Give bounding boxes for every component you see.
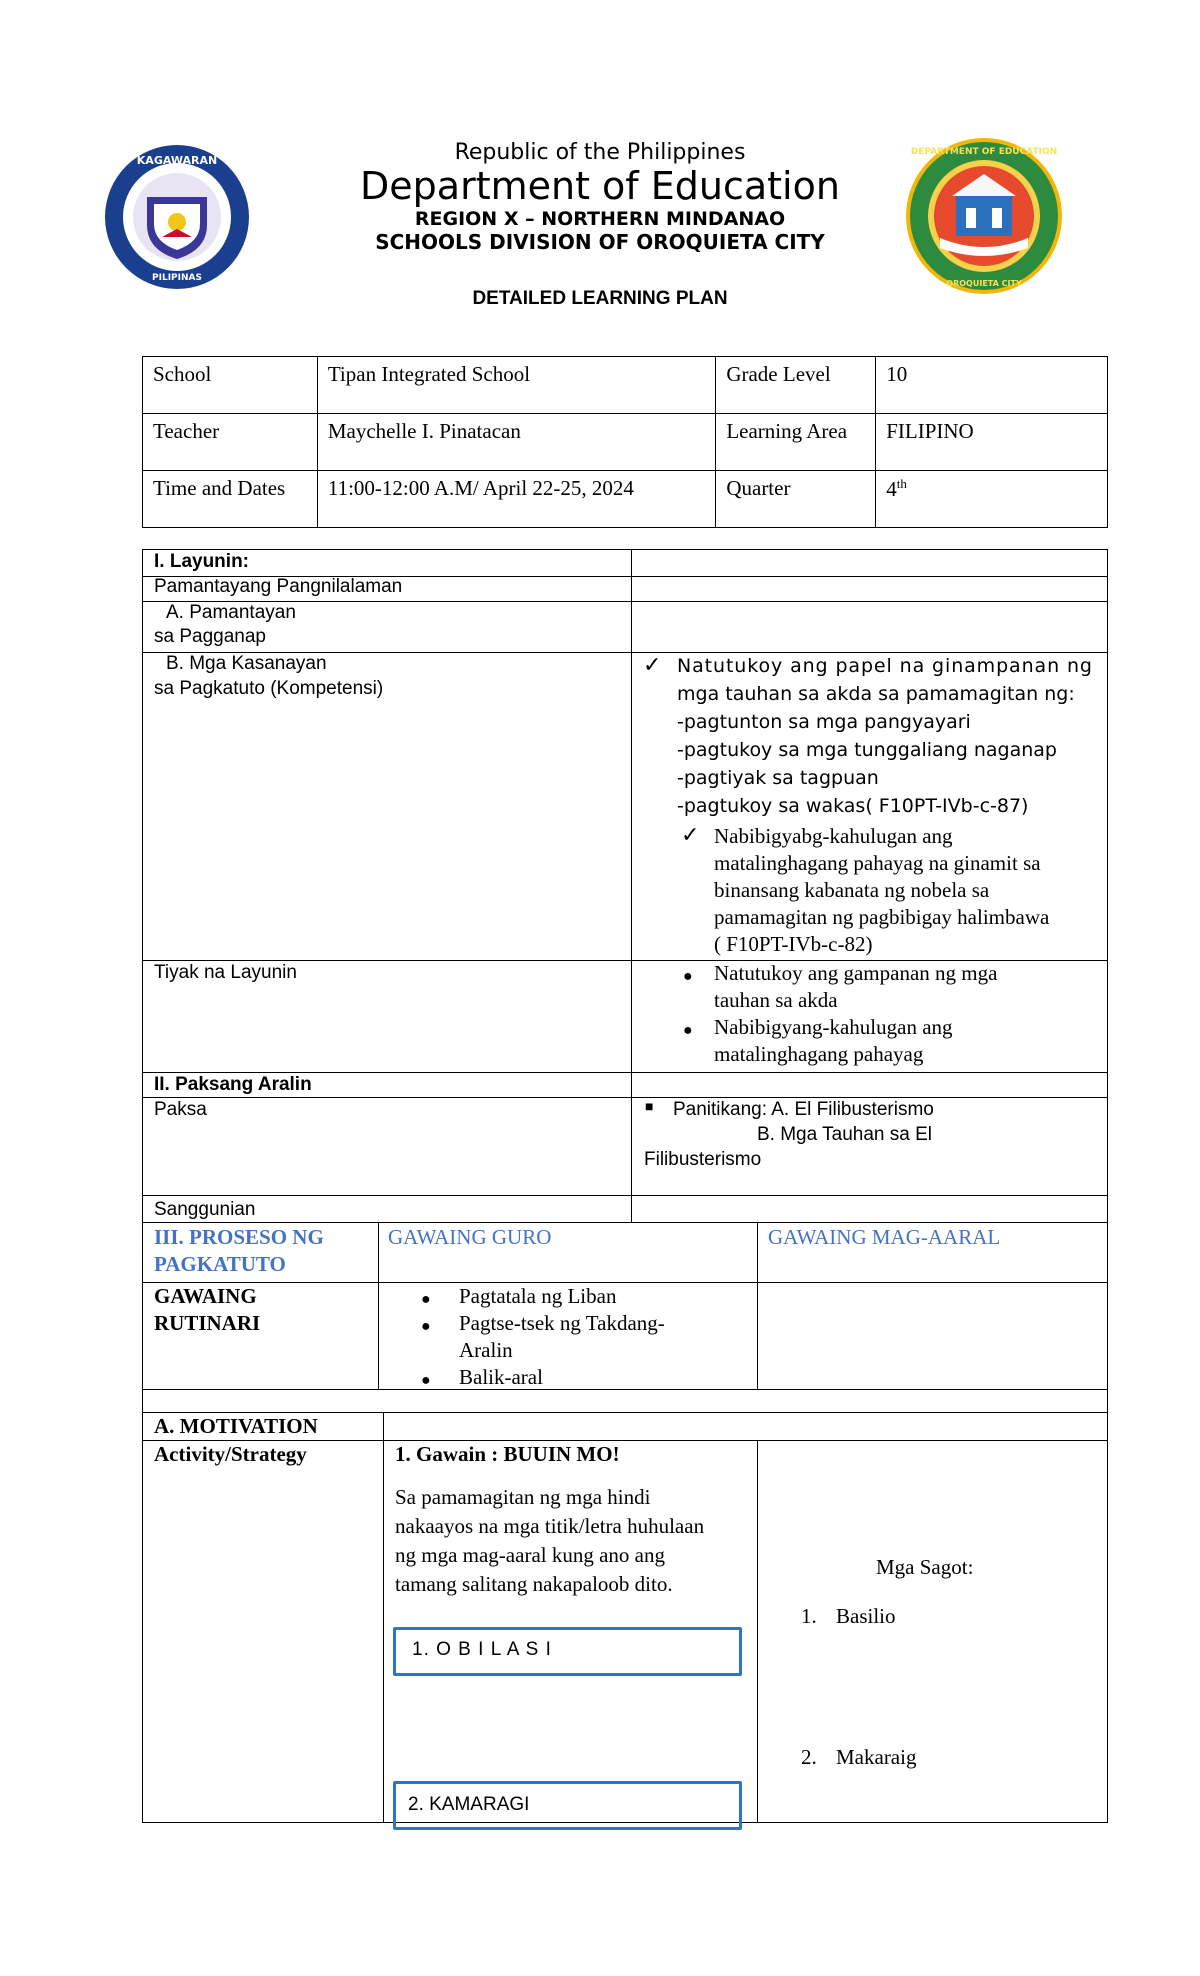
- quarter-label: Quarter: [716, 471, 876, 528]
- proseso-heading-line2: PAGKATUTO: [154, 1252, 286, 1276]
- header-division: SCHOOLS DIVISION OF OROQUIETA CITY: [375, 230, 825, 254]
- competency-2-line: ( F10PT-IVb-c-82): [714, 932, 873, 956]
- pagganap-label-a: A. Pamantayan: [166, 602, 296, 623]
- header-department: Department of Education: [360, 164, 840, 208]
- motivation-heading: A. MOTIVATION: [154, 1414, 318, 1438]
- header-region: REGION X – NORTHERN MINDANAO: [414, 208, 786, 230]
- puzzle-2-text: 2. KAMARAGI: [408, 1794, 530, 1815]
- quarter-value: [876, 471, 1108, 528]
- header-republic: Republic of the Philippines: [454, 140, 746, 165]
- proseso-heading-line1: III. PROSESO NG: [154, 1225, 324, 1249]
- area-value: FILIPINO: [876, 414, 1108, 471]
- bullet-icon: ●: [683, 1022, 693, 1039]
- activity-label: Activity/Strategy: [154, 1442, 307, 1466]
- rutinari-item: Pagtatala ng Liban: [459, 1284, 617, 1308]
- bullet-icon: ●: [421, 1372, 431, 1389]
- paksa-heading: II. Paksang Aralin: [154, 1074, 312, 1095]
- plan-title: DETAILED LEARNING PLAN: [472, 288, 728, 309]
- gawain-title: 1. Gawain : BUUIN MO!: [395, 1442, 620, 1466]
- layunin-heading: I. Layunin:: [154, 551, 249, 572]
- instruction-line: nakaayos na mga titik/letra huhulaan: [395, 1514, 705, 1538]
- magaaral-heading: GAWAING MAG-AARAL: [768, 1225, 1001, 1249]
- svg-text:OROQUIETA CITY: OROQUIETA CITY: [946, 279, 1022, 288]
- competency-2-line: binansang kabanata ng nobela sa: [714, 878, 990, 902]
- competency-1-line: -pagtiyak sa tagpuan: [677, 767, 879, 789]
- paksa-label: Paksa: [154, 1099, 207, 1120]
- bullet-icon: ●: [421, 1318, 431, 1335]
- puzzle-box-1: [393, 1627, 742, 1676]
- table-row: [143, 357, 1108, 414]
- grade-label: Grade Level: [716, 357, 876, 414]
- answers-heading: Mga Sagot:: [876, 1555, 974, 1579]
- paksa-value-line: Panitikang: A. El Filibusterismo: [673, 1099, 934, 1120]
- bullet-icon: ●: [683, 968, 693, 985]
- tiyak-2-line: Nabibigyang-kahulugan ang: [714, 1015, 953, 1039]
- instruction-line: Sa pamamagitan ng mga hindi: [395, 1485, 651, 1509]
- pamantayang-label: Pamantayang Pangnilalaman: [154, 576, 403, 597]
- bullet-icon: ●: [421, 1291, 431, 1308]
- grade-value: 10: [876, 357, 1108, 414]
- tiyak-1-line: tauhan sa akda: [714, 988, 838, 1012]
- competency-1-line: Natutukoy ang papel na ginampanan ng: [677, 655, 1093, 677]
- svg-text:DEPARTMENT OF EDUCATION: DEPARTMENT OF EDUCATION: [910, 147, 1058, 157]
- answer-2-number: 2.: [801, 1745, 817, 1769]
- school-label: School: [143, 357, 318, 414]
- table-row: [143, 414, 1108, 471]
- check-icon: ✓: [681, 822, 700, 847]
- competency-1-line: -pagtukoy sa wakas( F10PT-IVb-c-87): [677, 795, 1029, 817]
- school-value: Tipan Integrated School: [317, 357, 715, 414]
- competency-2-line: matalinghagang pahayag na ginamit sa: [714, 851, 1041, 875]
- svg-text:PILIPINAS: PILIPINAS: [152, 273, 202, 283]
- time-label: Time and Dates: [143, 471, 318, 528]
- puzzle-1-text: 1. O B I L A S I: [412, 1639, 552, 1660]
- svg-text:KAGAWARAN: KAGAWARAN: [136, 154, 218, 167]
- teacher-label: Teacher: [143, 414, 318, 471]
- sanggunian-label: Sanggunian: [154, 1199, 256, 1220]
- kasanayan-label-a: B. Mga Kasanayan: [166, 653, 327, 674]
- answer-2: Makaraig: [836, 1745, 917, 1769]
- rutinari-label-line2: RUTINARI: [154, 1311, 261, 1335]
- competency-2-line: Nabibigyabg-kahulugan ang: [714, 824, 953, 848]
- competency-1-line: -pagtunton sa mga pangyayari: [677, 711, 971, 733]
- instruction-line: tamang salitang nakapaloob dito.: [395, 1572, 673, 1596]
- instruction-line: ng mga mag-aaral kung ano ang: [395, 1543, 665, 1567]
- competency-1-line: -pagtukoy sa mga tunggaliang naganap: [677, 739, 1057, 761]
- puzzle-box-2: [393, 1781, 742, 1830]
- rutinari-item: Balik-aral: [459, 1365, 543, 1389]
- tiyak-2-line: matalinghagang pahayag: [714, 1042, 924, 1066]
- area-label: Learning Area: [716, 414, 876, 471]
- tiyak-label: Tiyak na Layunin: [154, 962, 297, 983]
- teacher-value: Maychelle I. Pinatacan: [317, 414, 715, 471]
- paksa-value-line: B. Mga Tauhan sa El: [757, 1124, 932, 1145]
- answer-1: Basilio: [836, 1604, 896, 1628]
- school-info-table: [142, 356, 1108, 528]
- competency-2-line: pamamagitan ng pagbibigay halimbawa: [714, 905, 1050, 929]
- answer-1-number: 1.: [801, 1604, 817, 1628]
- quarter-number: 4: [886, 477, 897, 501]
- rutinari-item: Pagtse-tsek ng Takdang-: [459, 1311, 665, 1335]
- kasanayan-label-b: sa Pagkatuto (Kompetensi): [154, 678, 384, 699]
- rutinari-item: Aralin: [459, 1338, 513, 1362]
- competency-1-line: mga tauhan sa akda sa pamamagitan ng:: [677, 683, 1075, 705]
- check-icon: ✓: [643, 652, 662, 677]
- square-bullet-icon: ■: [645, 1100, 654, 1115]
- paksa-value-line: Filibusterismo: [644, 1149, 762, 1170]
- rutinari-label-line1: GAWAING: [154, 1284, 257, 1308]
- tiyak-1-line: Natutukoy ang gampanan ng mga: [714, 961, 998, 985]
- table-row: [143, 471, 1108, 528]
- pagganap-label-b: sa Pagganap: [154, 626, 266, 647]
- time-value: 11:00-12:00 A.M/ April 22-25, 2024: [317, 471, 715, 528]
- quarter-sup: th: [896, 476, 907, 491]
- guro-heading: GAWAING GURO: [388, 1225, 552, 1249]
